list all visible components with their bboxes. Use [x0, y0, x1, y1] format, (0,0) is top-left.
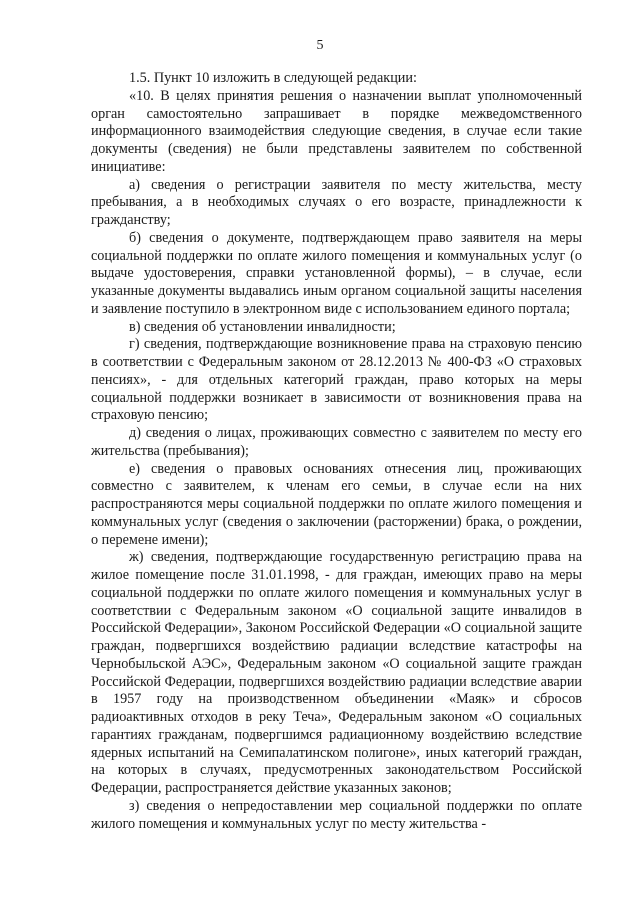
- paragraph-subitem-e: е) сведения о правовых основаниях отнесения лиц, проживающих совместно с заявителем, к членам его семьи, в случае если на них распространяются меры социальной поддержки по оплате жилого помещения и коммунальных услуг (сведения о заключении (расторжении) брака, о рождении, о перемене имени);: [91, 460, 582, 548]
- paragraph-subitem-b: б) сведения о документе, подтверждающем право заявителя на меры социальной поддержки по оплате жилого помещения и коммунальных услуг (о выдаче удостоверения, справки установленной формы), – в случае, если указанные документы выдавались иным органом социальной защиты населения и заявление поступило в электронном виде с использованием единого портала;: [91, 229, 582, 317]
- paragraph-subitem-d: д) сведения о лицах, проживающих совместно с заявителем по месту его жительства (пребывания);: [91, 425, 582, 459]
- paragraph-subitem-zh: ж) сведения, подтверждающие государственную регистрацию права на жилое помещение после 31.01.1998, - для граждан, имеющих право на меры социальной поддержки по оплате жилого помещения и коммунальных услуг в соответствии с Федеральным законом «О социальной защите инвалидов в Российской Федерации», Законом Российской Федерации «О социальной защите граждан, подвергшихся воздействию радиации вследствие катастрофы на Чернобыльской АЭС», Федеральным законом «О социальной защите граждан Российской Федерации, подвергшихся воздействию радиации вследствие аварии в 1957 году на производственном объединении «Маяк» и сбросов радиоактивных отходов в реку Теча», Федеральным законом «О социальных гарантиях гражданам, подвергшимся радиационному воздействию вследствие ядерных испытаний на Семипалатинском полигоне», иных категорий граждан, на которых в случаях, предусмотренных законодательством Российской Федерации, распространяется действие указанных законов;: [91, 549, 582, 796]
- page-number: 5: [316, 38, 324, 53]
- paragraph-subitem-g: г) сведения, подтверждающие возникновение права на страховую пенсию в соответствии с Федеральным законом от 28.12.2013 № 400-ФЗ «О страховых пенсиях», - для отдельных категорий граждан, право которых на меры социальной поддержки возникает в зависимости от возникновения права на страховую пенсию;: [91, 336, 582, 424]
- paragraph-subitem-a: а) сведения о регистрации заявителя по месту жительства, месту пребывания, а в необходимых случаях о его возрасте, принадлежности к гражданству;: [91, 176, 582, 228]
- document-body: [91, 70, 582, 833]
- paragraph-subitem-z: з) сведения о непредоставлении мер социальной поддержки по оплате жилого помещения и коммунальных услуг по месту жительства -: [91, 797, 582, 832]
- paragraph-subitem-v: в) сведения об установлении инвалидности;: [129, 318, 396, 335]
- paragraph-item-1-5: 1.5. Пункт 10 изложить в следующей редакции:: [129, 70, 417, 86]
- paragraph-item-10: «10. В целях принятия решения о назначении выплат уполномоченный орган самостоятельно запрашивает в порядке межведомственного информационного взаимодействия следующие сведения, в случае если такие документы (сведения) не были представлены заявителем по собственной инициативе:: [91, 87, 582, 175]
